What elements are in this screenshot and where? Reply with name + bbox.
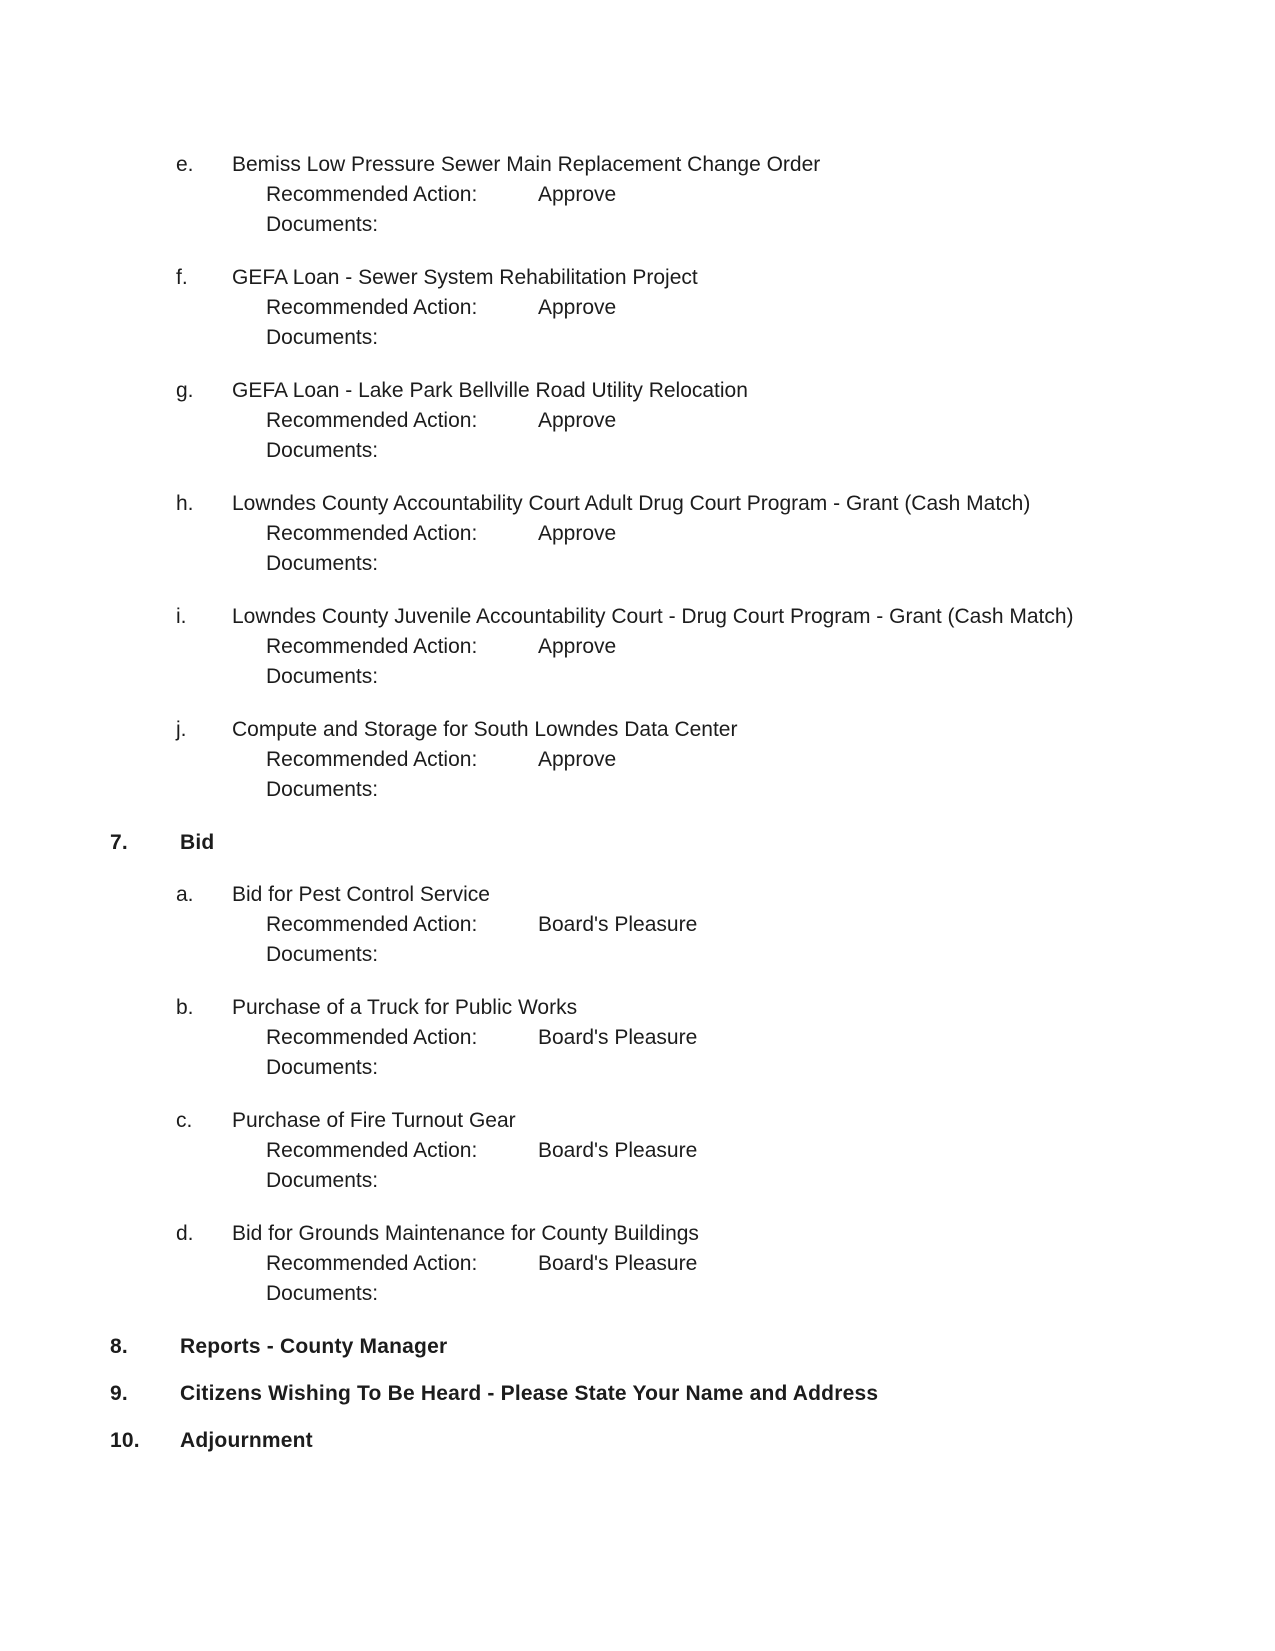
recommended-action-label: Recommended Action:	[266, 1252, 478, 1275]
bid-item-d	[0, 1219, 1275, 1309]
section-heading-reports	[0, 1332, 1275, 1362]
item-title: Bid for Pest Control Service	[232, 883, 490, 906]
item-letter: j.	[176, 718, 187, 741]
recommended-action-value: Approve	[538, 748, 617, 771]
section-title: Citizens Wishing To Be Heard - Please State Your Name and Address	[180, 1382, 879, 1405]
documents-label: Documents:	[266, 778, 379, 801]
section-title: Bid	[180, 831, 215, 854]
documents-label: Documents:	[266, 1282, 379, 1305]
agenda-item-h	[0, 489, 1275, 579]
section-number: 7.	[110, 831, 128, 854]
recommended-action-label: Recommended Action:	[266, 913, 478, 936]
recommended-action-value: Board's Pleasure	[538, 1139, 698, 1162]
section-number: 8.	[110, 1335, 128, 1358]
item-letter: b.	[176, 996, 194, 1019]
documents-label: Documents:	[266, 439, 379, 462]
item-title: Compute and Storage for South Lowndes Data Center	[232, 718, 738, 741]
bid-item-b	[0, 993, 1275, 1083]
section-title: Adjournment	[180, 1429, 313, 1452]
item-title: Purchase of Fire Turnout Gear	[232, 1109, 516, 1132]
item-title: Purchase of a Truck for Public Works	[232, 996, 578, 1019]
item-title: Bid for Grounds Maintenance for County Buildings	[232, 1222, 699, 1245]
item-letter: a.	[176, 883, 194, 906]
item-title: GEFA Loan - Lake Park Bellville Road Utility Relocation	[232, 379, 748, 402]
bid-item-c	[0, 1106, 1275, 1196]
recommended-action-label: Recommended Action:	[266, 635, 478, 658]
agenda-item-i	[0, 602, 1275, 692]
section-number: 10.	[110, 1429, 140, 1452]
agenda-item-e	[0, 150, 1275, 240]
item-letter: i.	[176, 605, 187, 628]
documents-label: Documents:	[266, 665, 379, 688]
item-letter: e.	[176, 153, 194, 176]
section-heading-bid	[0, 828, 1275, 858]
item-title: Lowndes County Accountability Court Adult Drug Court Program - Grant (Cash Match)	[232, 492, 1031, 515]
recommended-action-label: Recommended Action:	[266, 296, 478, 319]
item-title: Bemiss Low Pressure Sewer Main Replacement Change Order	[232, 153, 821, 176]
section-heading-citizens	[0, 1379, 1275, 1409]
recommended-action-value: Approve	[538, 635, 617, 658]
recommended-action-label: Recommended Action:	[266, 522, 478, 545]
agenda-item-g	[0, 376, 1275, 466]
recommended-action-label: Recommended Action:	[266, 183, 478, 206]
agenda-item-f	[0, 263, 1275, 353]
recommended-action-value: Board's Pleasure	[538, 913, 698, 936]
section-number: 9.	[110, 1382, 128, 1405]
documents-label: Documents:	[266, 1056, 379, 1079]
item-letter: d.	[176, 1222, 194, 1245]
item-title: GEFA Loan - Sewer System Rehabilitation Project	[232, 266, 698, 289]
recommended-action-label: Recommended Action:	[266, 1026, 478, 1049]
recommended-action-value: Board's Pleasure	[538, 1026, 698, 1049]
recommended-action-value: Approve	[538, 409, 617, 432]
bid-item-a	[0, 880, 1275, 970]
item-letter: h.	[176, 492, 194, 515]
documents-label: Documents:	[266, 213, 379, 236]
section-title: Reports - County Manager	[180, 1335, 448, 1358]
recommended-action-value: Approve	[538, 296, 617, 319]
documents-label: Documents:	[266, 943, 379, 966]
documents-label: Documents:	[266, 552, 379, 575]
item-letter: c.	[176, 1109, 193, 1132]
item-letter: g.	[176, 379, 194, 402]
recommended-action-value: Approve	[538, 183, 617, 206]
recommended-action-value: Approve	[538, 522, 617, 545]
agenda-item-j	[0, 715, 1275, 805]
recommended-action-value: Board's Pleasure	[538, 1252, 698, 1275]
item-title: Lowndes County Juvenile Accountability Court - Drug Court Program - Grant (Cash Match)	[232, 605, 1074, 628]
documents-label: Documents:	[266, 326, 379, 349]
section-heading-adjournment	[0, 1426, 1275, 1456]
recommended-action-label: Recommended Action:	[266, 409, 478, 432]
documents-label: Documents:	[266, 1169, 379, 1192]
item-letter: f.	[176, 266, 188, 289]
recommended-action-label: Recommended Action:	[266, 1139, 478, 1162]
recommended-action-label: Recommended Action:	[266, 748, 478, 771]
